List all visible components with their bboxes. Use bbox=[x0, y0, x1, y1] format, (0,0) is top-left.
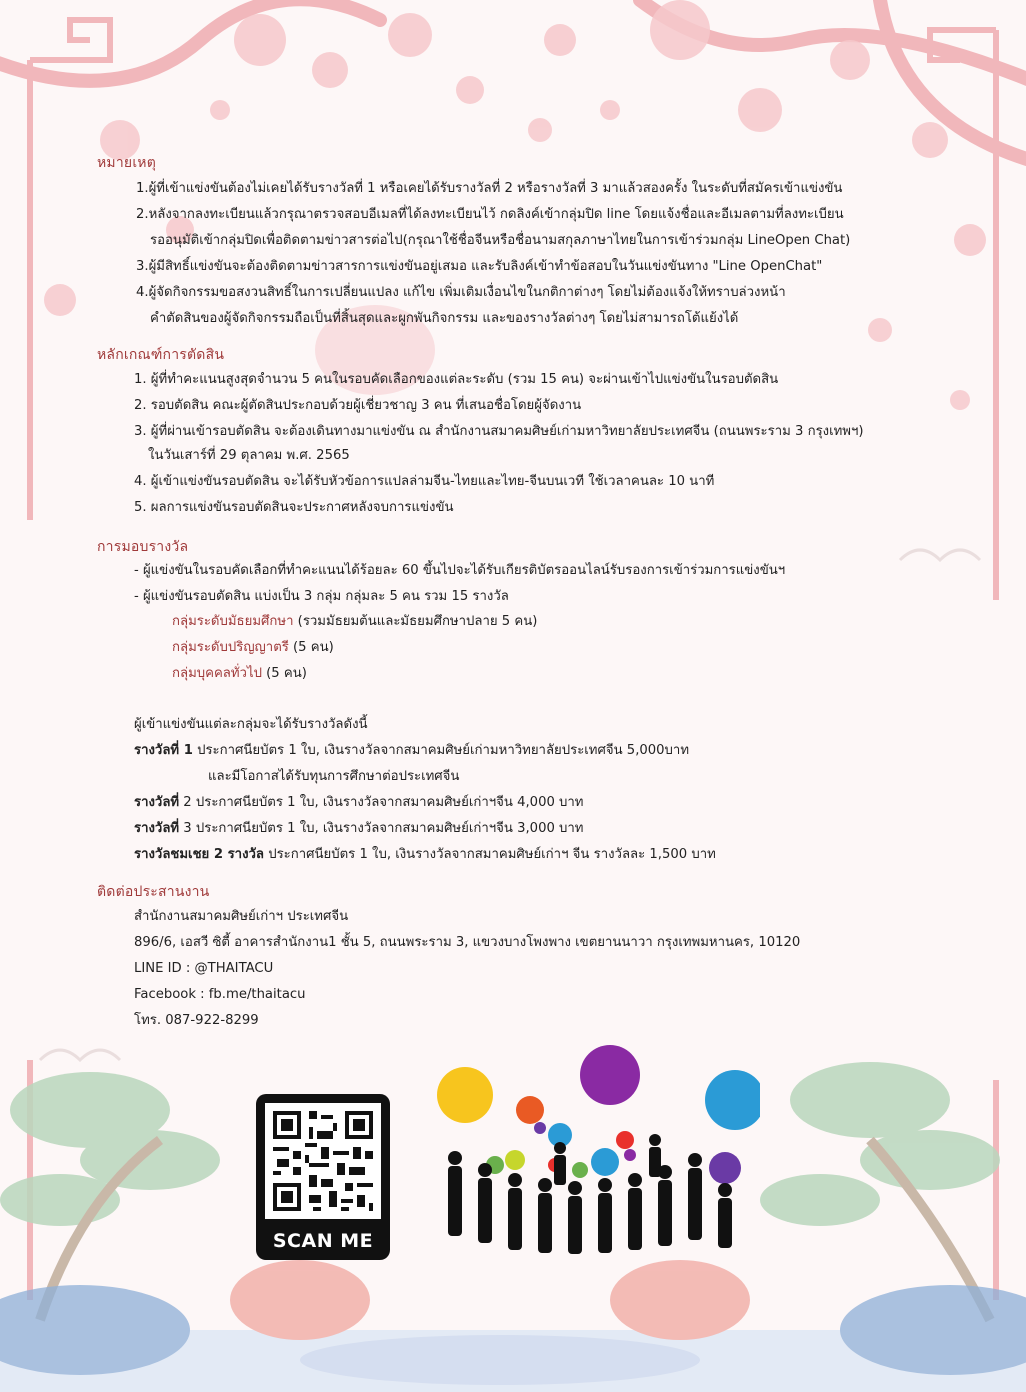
prize-1 bbox=[134, 742, 689, 760]
award-group-detail: (รวมมัธยมต้นและมัธยมศึกษาปลาย 5 คน) bbox=[293, 614, 538, 629]
awards-item-1: - ผู้แข่งขันในรอบคัดเลือกที่ทำคะแนนได้ร้อยละ 60 ขึ้นไปจะได้รับเกียรติบัตรออนไลน์รับรองการเข้าร่วมการแข่งขันฯ bbox=[134, 563, 786, 578]
contact-phone[interactable]: โทร. 087-922-8299 bbox=[134, 1013, 259, 1028]
qr-code-icon bbox=[265, 1103, 381, 1219]
note-item-4-cont: คำตัดสินของผู้จัดกิจกรรมถือเป็นที่สิ้นสุดและผูกพันกิจกรรม และของรางวัลต่างๆ โดยไม่สามารถโต้แย้งได้ bbox=[150, 311, 739, 326]
scan-me-label: SCAN ME bbox=[272, 1230, 374, 1252]
prize-text: 2 ประกาศนียบัตร 1 ใบ, เงินรางวัลจากสมาคมศิษย์เก่าฯจีน 4,000 บาท bbox=[179, 795, 584, 810]
notes-title: หมายเหตุ bbox=[97, 155, 157, 171]
criteria-item-1: 1. ผู้ที่ทำคะแนนสูงสุดจำนวน 5 คนในรอบคัดเลือกของแต่ละระดับ (รวม 15 คน) จะผ่านเข้าไปแข่งขันในรอบตัดสิน bbox=[134, 372, 779, 387]
qr-code bbox=[265, 1103, 381, 1219]
prize-text: ประกาศนียบัตร 1 ใบ, เงินรางวัลจากสมาคมศิษย์เก่าฯ จีน รางวัลละ 1,500 บาท bbox=[264, 847, 716, 862]
note-item-3: 3.ผู้มีสิทธิ์แข่งขันจะต้องติดตามข่าวสารการแข่งขันอยู่เสมอ และรับลิงค์เข้าทำข้อสอบในวันแข่งขันทาง "Line OpenChat" bbox=[136, 259, 823, 274]
criteria-item-2: 2. รอบตัดสิน คณะผู้ตัดสินประกอบด้วยผู้เชี่ยวชาญ 3 คน ที่เสนอชื่อโดยผู้จัดงาน bbox=[134, 398, 582, 413]
prize-text: ประกาศนียบัตร 1 ใบ, เงินรางวัลจากสมาคมศิษย์เก่ามหาวิทยาลัยประเทศจีน 5,000บาท bbox=[192, 743, 690, 758]
criteria-item-3: 3. ผู้ที่ผ่านเข้ารอบตัดสิน จะต้องเดินทางมาแข่งขัน ณ สำนักงานสมาคมศิษย์เก่ามหาวิทยาลัยประเทศจีน (ถนนพระราม 3 กรุงเทพฯ) bbox=[134, 424, 864, 439]
note-item-1: 1.ผู้ที่เข้าแข่งขันต้องไม่เคยได้รับรางวัลที่ 1 หรือเคยได้รับรางวัลที่ 2 หรือรางวัลที่ 3 มาแล้วสองครั้ง ในระดับที่สมัครเข้าแข่งขัน bbox=[136, 181, 843, 196]
prize-label: รางวัลชมเชย 2 รางวัล bbox=[134, 847, 265, 862]
note-item-4: 4.ผู้จัดกิจกรรมขอสงวนสิทธิ์ในการเปลี่ยนแปลง แก้ไข เพิ่มเติมเงื่อนไขในกติกาต่างๆ โดยไม่ต้องแจ้งให้ทราบล่วงหน้า bbox=[136, 285, 786, 300]
prize-1-cont bbox=[208, 768, 459, 786]
prize-text: และมีโอกาสได้รับทุนการศึกษาต่อประเทศจีน bbox=[208, 769, 460, 784]
award-group-detail: (5 คน) bbox=[288, 640, 334, 655]
prize-2 bbox=[134, 794, 584, 812]
awards-item-2: - ผู้แข่งขันรอบตัดสิน แบ่งเป็น 3 กลุ่ม กลุ่มละ 5 คน รวม 15 รางวัล bbox=[134, 589, 509, 604]
note-item-2-cont: รออนุมัติเข้ากลุ่มปิดเพื่อติดตามข่าวสารต่อไป(กรุณาใช้ชื่อจีนหรือชื่อนามสกุลภาษาไทยในการเข้าร่วมกลุ่ม LineOpen Chat) bbox=[150, 233, 851, 248]
criteria-title: หลักเกณฑ์การตัดสิน bbox=[97, 347, 225, 363]
award-group-secondary bbox=[172, 613, 537, 631]
prize-text: 3 ประกาศนียบัตร 1 ใบ, เงินรางวัลจากสมาคมศิษย์เก่าฯจีน 3,000 บาท bbox=[179, 821, 584, 836]
awards-title: การมอบรางวัล bbox=[97, 539, 189, 555]
contact-address: 896/6, เอสวี ซิตี้ อาคารสำนักงาน1 ชั้น 5, ถนนพระราม 3, แขวงบางโพงพาง เขตยานนาวา กรุงเทพมหานคร, 10120 bbox=[134, 935, 801, 950]
prize-label: รางวัลที่ 1 bbox=[134, 743, 193, 758]
contact-title: ติดต่อประสานงาน bbox=[97, 884, 210, 900]
contact-line-id[interactable]: LINE ID : @THAITACU bbox=[134, 961, 274, 976]
awards-intro: ผู้เข้าแข่งขันแต่ละกลุ่มจะได้รับรางวัลดังนี้ bbox=[134, 717, 368, 732]
people-speech-bubbles-illustration bbox=[420, 1040, 760, 1260]
qr-code-card[interactable] bbox=[256, 1094, 390, 1260]
prize-label: รางวัลที่ bbox=[134, 795, 180, 810]
people-silhouettes bbox=[448, 1134, 732, 1254]
award-group-name: กลุ่มบุคคลทั่วไป bbox=[172, 666, 262, 681]
award-group-name: กลุ่มระดับปริญญาตรี bbox=[172, 640, 289, 655]
prize-3 bbox=[134, 820, 584, 838]
note-item-2: 2.หลังจากลงทะเบียนแล้วกรุณาตรวจสอบอีเมลที่ได้ลงทะเบียนไว้ กดลิงค์เข้ากลุ่มปิด line โดยแจ้งชื่อและอีเมลตามที่ลงทะเบียน bbox=[136, 207, 844, 222]
criteria-item-4: 4. ผู้เข้าแข่งขันรอบตัดสิน จะได้รับหัวข้อการแปลล่ามจีน-ไทยและไทย-จีนบนเวที ใช้เวลาคนละ 10 นาที bbox=[134, 474, 715, 489]
contact-office: สำนักงานสมาคมศิษย์เก่าฯ ประเทศจีน bbox=[134, 909, 349, 924]
award-group-detail: (5 คน) bbox=[261, 666, 307, 681]
award-group-general bbox=[172, 665, 307, 683]
contact-facebook[interactable]: Facebook : fb.me/thaitacu bbox=[134, 987, 306, 1002]
award-group-bachelor bbox=[172, 639, 334, 657]
criteria-item-5: 5. ผลการแข่งขันรอบตัดสินจะประกาศหลังจบการแข่งขัน bbox=[134, 500, 454, 515]
prize-honorable bbox=[134, 846, 716, 864]
prize-label: รางวัลที่ bbox=[134, 821, 180, 836]
criteria-item-3-cont: ในวันเสาร์ที่ 29 ตุลาคม พ.ศ. 2565 bbox=[148, 448, 350, 463]
award-group-name: กลุ่มระดับมัธยมศึกษา bbox=[172, 614, 294, 629]
